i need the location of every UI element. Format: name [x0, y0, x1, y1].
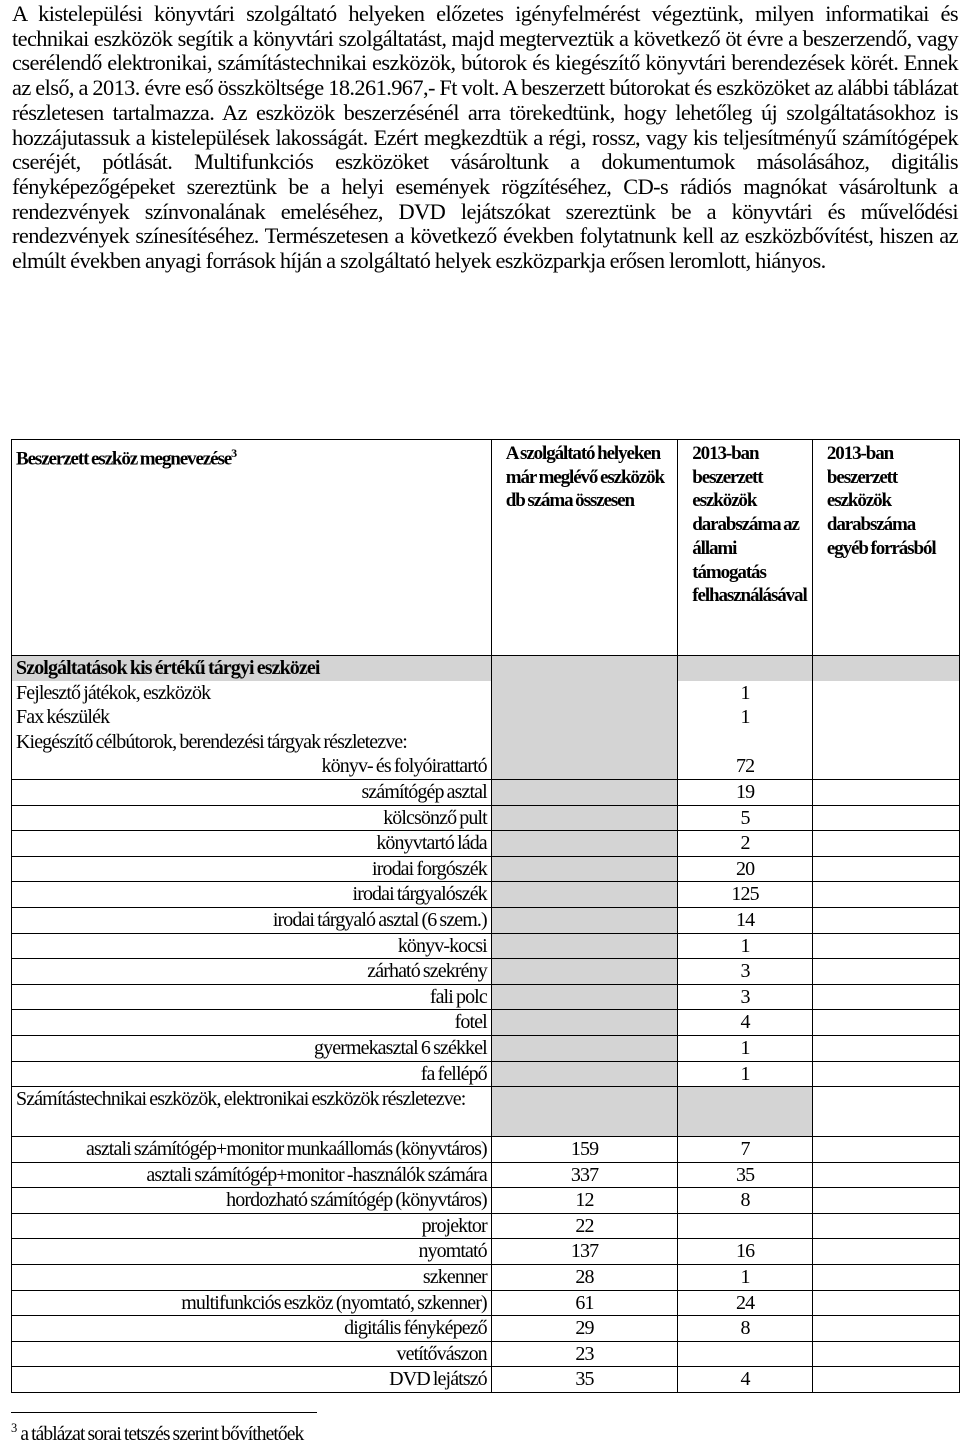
- item-name: fali polc: [12, 984, 492, 1010]
- existing-count: [491, 730, 677, 755]
- existing-count: [491, 907, 677, 933]
- state-count: 8: [678, 1188, 813, 1214]
- state-count: 20: [678, 856, 813, 882]
- other-count: [812, 1367, 959, 1393]
- table-row: [12, 1188, 960, 1214]
- item-name: könyv- és folyóirattartó: [12, 754, 492, 779]
- state-count: 1: [678, 1035, 813, 1061]
- existing-count: [491, 1087, 677, 1137]
- table-row: [12, 933, 960, 959]
- existing-count: 29: [491, 1316, 677, 1342]
- existing-count: [491, 882, 677, 908]
- other-count: [812, 730, 959, 755]
- table-row: [12, 907, 960, 933]
- it-header-row: [12, 1087, 960, 1137]
- table-row: [12, 1316, 960, 1342]
- other-count: [812, 856, 959, 882]
- other-count: [812, 831, 959, 857]
- table-header-row: [12, 440, 960, 656]
- table-row: [12, 1265, 960, 1291]
- item-name: számítógép asztal: [12, 779, 492, 805]
- header-state-funded: 2013-ban beszerzett eszközök darabszáma az állami támogatás felhasználásával: [678, 440, 813, 656]
- existing-count: [491, 1010, 677, 1036]
- other-count: [812, 1239, 959, 1265]
- table-row: [12, 754, 960, 779]
- item-name: fotel: [12, 1010, 492, 1036]
- state-count: 4: [678, 1010, 813, 1036]
- empty-cell: [812, 656, 959, 681]
- equipment-table: [11, 439, 960, 1393]
- existing-count: [491, 984, 677, 1010]
- other-count: [812, 754, 959, 779]
- existing-count: 22: [491, 1213, 677, 1239]
- item-name: irodai forgószék: [12, 856, 492, 882]
- table-row: [12, 1061, 960, 1087]
- state-count: 35: [678, 1162, 813, 1188]
- table-row: [12, 1213, 960, 1239]
- table-row: [12, 1239, 960, 1265]
- other-count: [812, 1213, 959, 1239]
- other-count: [812, 1316, 959, 1342]
- state-count: 3: [678, 959, 813, 985]
- state-count: 2: [678, 831, 813, 857]
- table-row: [12, 1290, 960, 1316]
- other-count: [812, 805, 959, 831]
- other-count: [812, 1290, 959, 1316]
- footnote-rule: [11, 1412, 317, 1413]
- header-other-source: 2013-ban beszerzett eszközök darabszáma egyéb forrásból: [812, 440, 959, 656]
- table-row: [12, 1035, 960, 1061]
- table-row: [12, 1367, 960, 1393]
- item-name: szkenner: [12, 1265, 492, 1291]
- table-row: [12, 984, 960, 1010]
- item-name: DVD lejátszó: [12, 1367, 492, 1393]
- existing-count: [491, 959, 677, 985]
- state-count: 1: [678, 705, 813, 730]
- item-name: vetítővászon: [12, 1341, 492, 1367]
- other-count: [812, 705, 959, 730]
- item-name: hordozható számítógép (könyvtáros): [12, 1188, 492, 1214]
- state-count: [678, 1213, 813, 1239]
- other-count: [812, 1035, 959, 1061]
- state-count: 1: [678, 681, 813, 706]
- footnote-mark: 3: [11, 1421, 17, 1435]
- item-name: gyermekasztal 6 székkel: [12, 1035, 492, 1061]
- other-count: [812, 1137, 959, 1163]
- section-row: [12, 656, 960, 681]
- state-count: 125: [678, 882, 813, 908]
- existing-count: [491, 681, 677, 706]
- existing-count: [491, 705, 677, 730]
- intro-paragraph: A kistelepülési könyvtári szolgáltató helyeken előzetes igényfelmérést végeztünk, milyen informatikai és technikai eszközök segítik a könyvtári szolgáltatást, majd megterveztük a következő öt évre a beszerzendő, vagy cserélendő elektronikai, számítástechnikai eszközök, bútorok és kiegészítő könyvtári berendezések körét. Ennek az első, a 2013. évre eső összköltsége 18.261.967,- Ft volt. A beszerzett bútorokat és eszközöket az alábbi táblázat részletesen tartalmazza. Az eszközök beszerzésénél arra törekedtünk, hogy lehetőleg új szolgáltatásokhoz is hozzájutassuk a kistelepülések lakosságát. Ezért megkezdtük a régi, rossz, vagy kis teljesítményű számítógépek cseréjét, pótlását. Multifunkciós eszközöket vásároltunk a dokumentumok másolásához, digitális fényképezőgépeket szereztünk be a helyi események rögzítéséhez, CD-s rádiós magnókat vásároltunk a rendezvények színvonalának emeléséhez, DVD lejátszókat szereztünk be a könyvtári és művelődési rendezvények színesítéséhez. Természetesen a következő években folytatnunk kell az eszközbővítést, hiszen az elmúlt években anyagi források híján a szolgáltató helyek eszközparkja erősen leromlott, hiányos.: [12, 1, 958, 274]
- state-count: [678, 730, 813, 755]
- item-name: multifunkciós eszköz (nyomtató, szkenner): [12, 1290, 492, 1316]
- table-row: [12, 779, 960, 805]
- item-name: irodai tárgyalószék: [12, 882, 492, 908]
- header-item-name: [12, 440, 492, 656]
- other-count: [812, 681, 959, 706]
- existing-count: 35: [491, 1367, 677, 1393]
- table-row: [12, 705, 960, 730]
- empty-cell: [491, 656, 677, 681]
- other-count: [812, 1010, 959, 1036]
- item-name: könyv-kocsi: [12, 933, 492, 959]
- table-row: [12, 1162, 960, 1188]
- state-count: 1: [678, 933, 813, 959]
- existing-count: 23: [491, 1341, 677, 1367]
- footnote: [11, 1417, 303, 1446]
- state-count: [678, 1087, 813, 1137]
- state-count: 72: [678, 754, 813, 779]
- empty-cell: [678, 656, 813, 681]
- state-count: 14: [678, 907, 813, 933]
- table-row: [12, 805, 960, 831]
- state-count: 8: [678, 1316, 813, 1342]
- state-count: 1: [678, 1061, 813, 1087]
- state-count: 7: [678, 1137, 813, 1163]
- state-count: 4: [678, 1367, 813, 1393]
- table-row: [12, 959, 960, 985]
- state-count: 3: [678, 984, 813, 1010]
- table-row: [12, 1010, 960, 1036]
- item-name: fa fellépő: [12, 1061, 492, 1087]
- existing-count: 337: [491, 1162, 677, 1188]
- existing-count: [491, 754, 677, 779]
- existing-count: [491, 856, 677, 882]
- existing-count: 12: [491, 1188, 677, 1214]
- other-count: [812, 984, 959, 1010]
- table-row: [12, 856, 960, 882]
- item-name: Fax készülék: [12, 705, 492, 730]
- footnote-ref: 3: [231, 446, 236, 460]
- table-row: [12, 831, 960, 857]
- item-name: projektor: [12, 1213, 492, 1239]
- furniture-header-row: [12, 730, 960, 755]
- table-row: [12, 1341, 960, 1367]
- other-count: [812, 907, 959, 933]
- table-row: [12, 882, 960, 908]
- existing-count: 28: [491, 1265, 677, 1291]
- existing-count: 159: [491, 1137, 677, 1163]
- other-count: [812, 1265, 959, 1291]
- header-item-name-text: Beszerzett eszköz megnevezése: [16, 448, 232, 470]
- furniture-header: Kiegészítő célbútorok, berendezési tárgyak részletezve:: [12, 730, 492, 755]
- other-count: [812, 1087, 959, 1137]
- state-count: 16: [678, 1239, 813, 1265]
- state-count: 1: [678, 1265, 813, 1291]
- existing-count: [491, 831, 677, 857]
- state-count: 5: [678, 805, 813, 831]
- state-count: 19: [678, 779, 813, 805]
- item-name: könyvtartó láda: [12, 831, 492, 857]
- other-count: [812, 779, 959, 805]
- state-count: [678, 1341, 813, 1367]
- item-name: irodai tárgyaló asztal (6 szem.): [12, 907, 492, 933]
- existing-count: [491, 805, 677, 831]
- other-count: [812, 1188, 959, 1214]
- table-row: [12, 1137, 960, 1163]
- footnote-text: a táblázat sorai tetszés szerint bővíthetőek: [20, 1424, 304, 1445]
- item-name: asztali számítógép+monitor munkaállomás (könyvtáros): [12, 1137, 492, 1163]
- item-name: asztali számítógép+monitor -használók számára: [12, 1162, 492, 1188]
- item-name: Fejlesztő játékok, eszközök: [12, 681, 492, 706]
- existing-count: 137: [491, 1239, 677, 1265]
- other-count: [812, 1061, 959, 1087]
- item-name: kölcsönző pult: [12, 805, 492, 831]
- state-count: 24: [678, 1290, 813, 1316]
- other-count: [812, 1341, 959, 1367]
- item-name: nyomtató: [12, 1239, 492, 1265]
- existing-count: [491, 1061, 677, 1087]
- it-header: Számítástechnikai eszközök, elektronikai eszközök részletezve:: [12, 1087, 492, 1137]
- existing-count: [491, 933, 677, 959]
- other-count: [812, 1162, 959, 1188]
- existing-count: [491, 1035, 677, 1061]
- other-count: [812, 959, 959, 985]
- existing-count: 61: [491, 1290, 677, 1316]
- table-row: [12, 681, 960, 706]
- item-name: digitális fényképező: [12, 1316, 492, 1342]
- other-count: [812, 882, 959, 908]
- existing-count: [491, 779, 677, 805]
- section-title: Szolgáltatások kis értékű tárgyi eszközei: [12, 656, 492, 681]
- item-name: zárható szekrény: [12, 959, 492, 985]
- header-existing: A szolgáltató helyeken már meglévő eszközök db száma összesen: [491, 440, 677, 656]
- other-count: [812, 933, 959, 959]
